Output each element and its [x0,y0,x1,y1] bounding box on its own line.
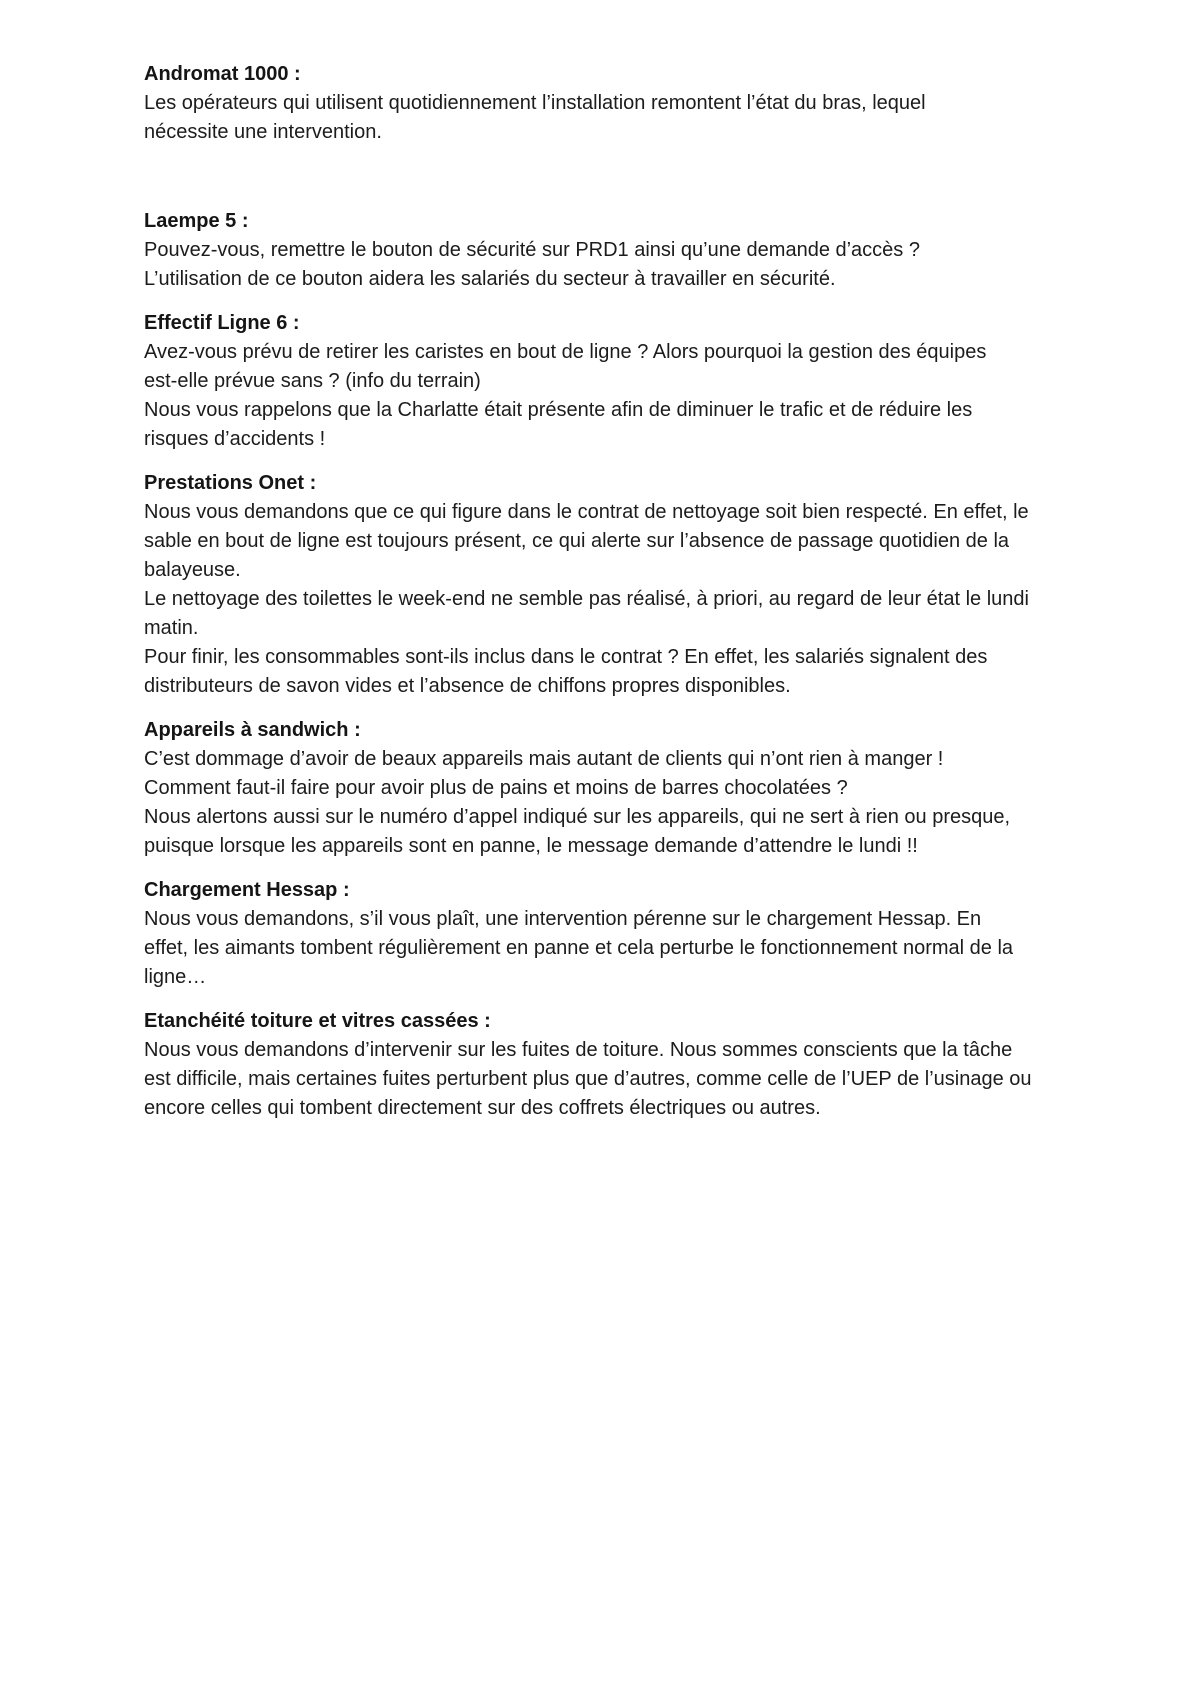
paragraph-line: Les opérateurs qui utilisent quotidiennement l’installation remontent l’état du bras, lequel [144,92,926,114]
paragraph-line: sable en bout de ligne est toujours présent, ce qui alerte sur l’absence de passage quotidien de la [144,530,1010,552]
section-heading: Prestations Onet : [144,472,317,494]
paragraph-line: Avez-vous prévu de retirer les caristes en bout de ligne ? Alors pourquoi la gestion des équipes [144,341,987,363]
section-effectif-ligne-6 [144,309,1124,454]
section-heading: Appareils à sandwich : [144,719,361,741]
paragraph-line: matin. [144,617,199,639]
paragraph-line: risques d’accidents ! [144,428,326,450]
paragraph-line: est difficile, mais certaines fuites perturbent plus que d’autres, comme celle de l’UEP de l’usinage ou [144,1068,1032,1090]
section-heading: Andromat 1000 : [144,63,301,85]
paragraph-line: Pour finir, les consommables sont-ils inclus dans le contrat ? En effet, les salariés signalent des [144,646,988,668]
paragraph-line: C’est dommage d’avoir de beaux appareils mais autant de clients qui n’ont rien à manger ! [144,748,944,770]
paragraph-line: Le nettoyage des toilettes le week-end ne semble pas réalisé, à priori, au regard de leur état le lundi [144,588,1029,610]
paragraph-line: est-elle prévue sans ? (info du terrain) [144,370,481,392]
document-page [144,60,1124,1123]
section-appareils-a-sandwich [144,716,1124,861]
paragraph-line: encore celles qui tombent directement sur des coffrets électriques ou autres. [144,1097,821,1119]
paragraph-line: L’utilisation de ce bouton aidera les salariés du secteur à travailler en sécurité. [144,268,836,290]
paragraph-line: balayeuse. [144,559,241,581]
section-laempe-5 [144,207,1124,294]
section-etancheite-toiture [144,1007,1124,1123]
paragraph-line: Pouvez-vous, remettre le bouton de sécurité sur PRD1 ainsi qu’une demande d’accès ? [144,239,920,261]
section-heading: Laempe 5 : [144,210,249,232]
section-andromat-1000 [144,60,1124,147]
paragraph-line: Nous vous demandons que ce qui figure dans le contrat de nettoyage soit bien respecté. En effet, le [144,501,1029,523]
paragraph-line: puisque lorsque les appareils sont en panne, le message demande d’attendre le lundi !! [144,835,918,857]
section-chargement-hessap [144,876,1124,992]
paragraph-line: effet, les aimants tombent régulièrement en panne et cela perturbe le fonctionnement normal de la [144,937,1014,959]
paragraph-line: Comment faut-il faire pour avoir plus de pains et moins de barres chocolatées ? [144,777,848,799]
paragraph-line: Nous vous rappelons que la Charlatte était présente afin de diminuer le trafic et de réduire les [144,399,973,421]
paragraph-line: Nous vous demandons, s’il vous plaît, une intervention pérenne sur le chargement Hessap. En [144,908,982,930]
paragraph-line: distributeurs de savon vides et l’absence de chiffons propres disponibles. [144,675,791,697]
section-heading: Chargement Hessap : [144,879,350,901]
paragraph-line: nécessite une intervention. [144,121,382,143]
section-heading: Effectif Ligne 6 : [144,312,300,334]
paragraph-line: Nous alertons aussi sur le numéro d’appel indiqué sur les appareils, qui ne sert à rien ou presque, [144,806,1011,828]
section-heading: Etanchéité toiture et vitres cassées : [144,1010,491,1032]
paragraph-line: ligne… [144,966,207,988]
section-prestations-onet [144,469,1124,701]
paragraph-line: Nous vous demandons d’intervenir sur les fuites de toiture. Nous sommes conscients que la tâche [144,1039,1013,1061]
